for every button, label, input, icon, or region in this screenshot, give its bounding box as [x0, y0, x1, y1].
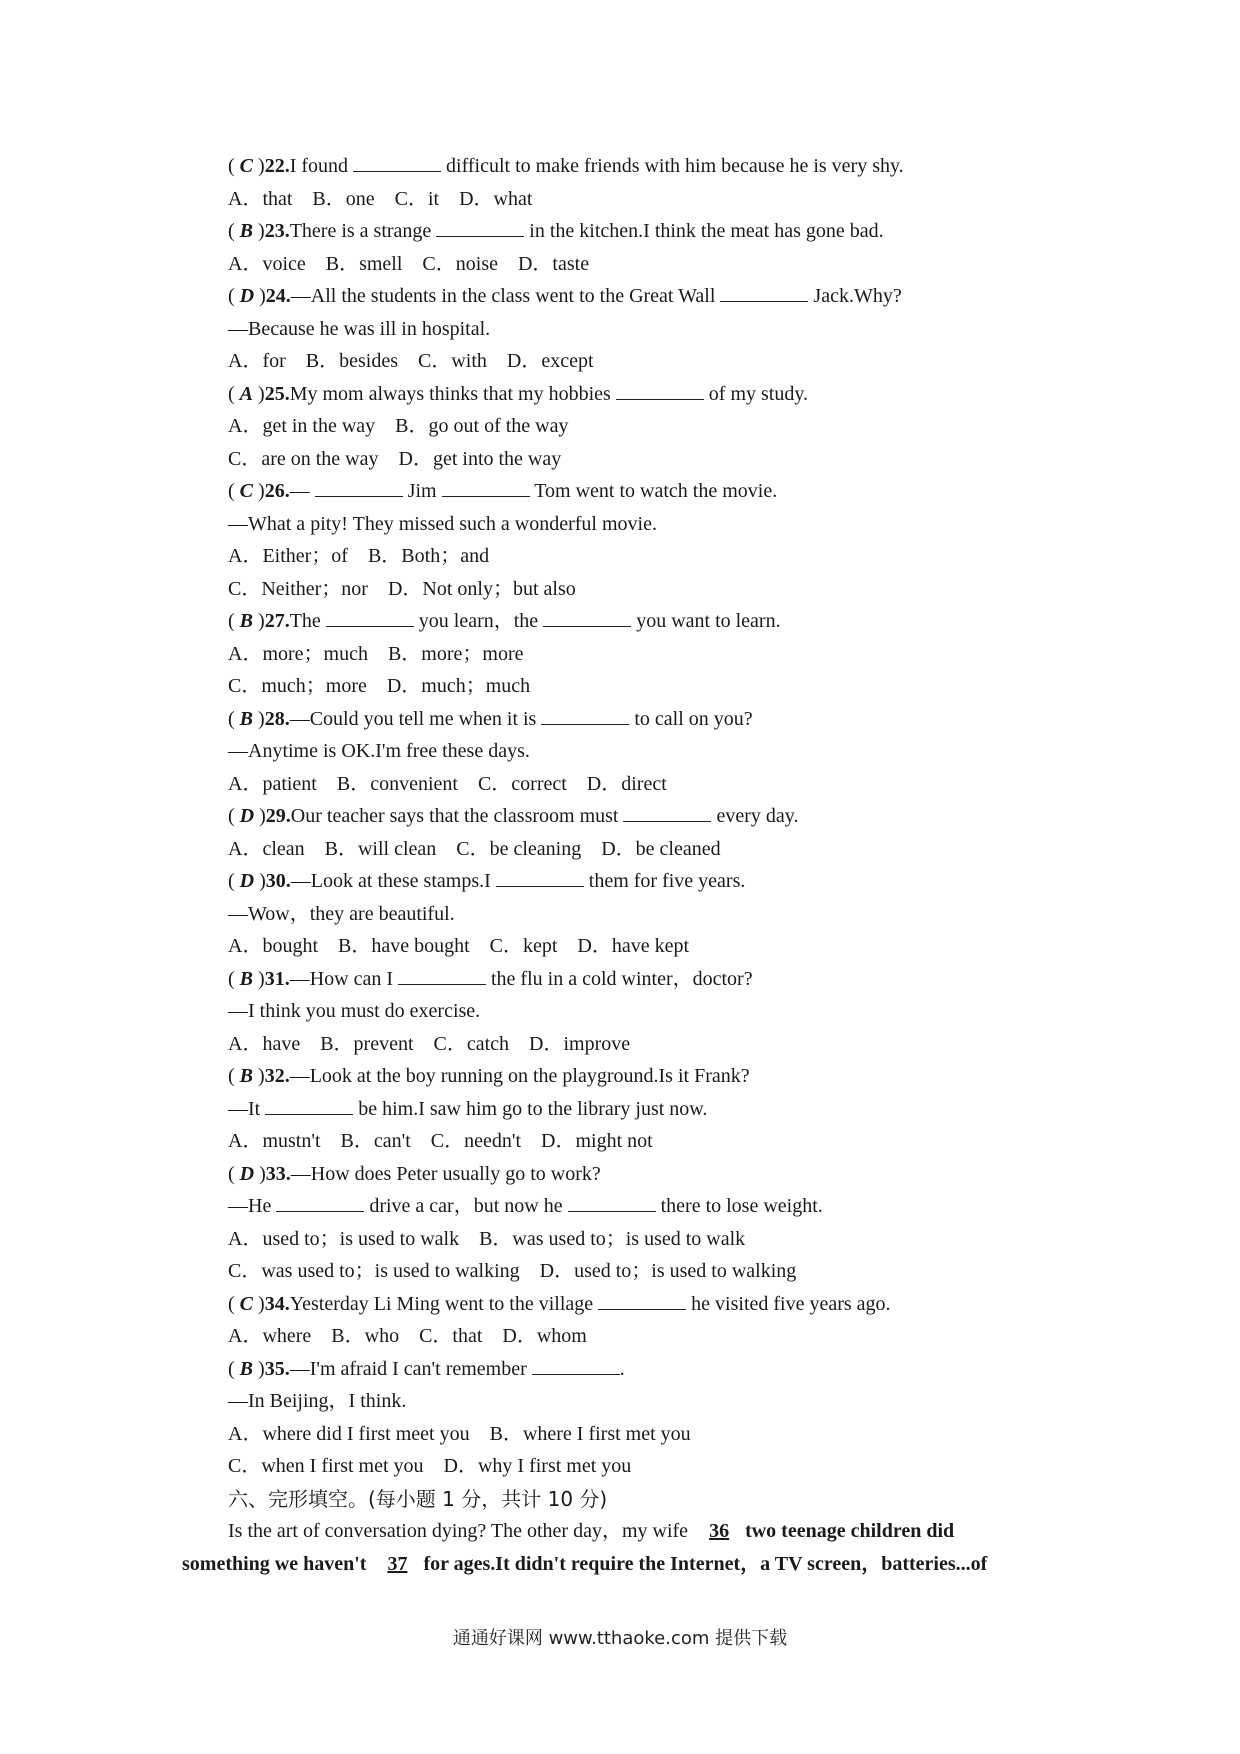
- stem-text: them for five years.: [583, 870, 746, 892]
- answer-options: A．have B．prevent C．catch D．improve: [228, 1032, 631, 1055]
- stem-text: —Could you tell me when it is: [289, 707, 542, 730]
- reply-text: drive a car，but now he: [364, 1195, 568, 1217]
- question-number: 26.: [264, 480, 290, 502]
- stem-text: The: [289, 610, 326, 632]
- answer-key: C: [239, 1292, 254, 1315]
- answer-key: A: [239, 382, 254, 405]
- question-stem: ( B )31.—How can I the flu in a cold winter，doctor?: [228, 967, 753, 990]
- answer-blank: [276, 1193, 364, 1212]
- stem-text: —Look at these stamps.I: [290, 870, 496, 892]
- answer-key: B: [239, 1065, 254, 1087]
- question-stem: ( C )34.Yesterday Li Ming went to the village he visited five years ago.: [228, 1292, 891, 1315]
- dialogue-reply: [228, 1093, 1068, 1126]
- stem-text: —: [289, 480, 315, 502]
- answer-options: A．where B．who C．that D．whom: [228, 1325, 587, 1347]
- passage-text: for ages.It didn't require the Internet，a TV screen，batteries...of: [423, 1552, 988, 1575]
- stem-text: —All the students in the class went to the Great Wall: [290, 285, 721, 307]
- answer-options: A．for B．besides C．with D．except: [228, 350, 594, 372]
- stem-text: you want to learn.: [631, 610, 781, 632]
- dialogue-reply: —Because he was ill in hospital.: [228, 317, 491, 340]
- dialogue-reply: —In Beijing，I think.: [228, 1390, 407, 1412]
- answer-options: A．used to；is used to walk B．was used to；is used to walk: [228, 1227, 746, 1250]
- stem-text: you learn，the: [413, 610, 544, 632]
- answer-blank: [616, 381, 704, 400]
- question-number: 32.: [264, 1065, 290, 1087]
- question-stem: ( B )32.—Look at the boy running on the playground.Is it Frank?: [228, 1065, 750, 1087]
- stem-text: .: [619, 1357, 625, 1380]
- answer-blank: [315, 478, 403, 497]
- answer-blank: [543, 608, 631, 627]
- answer-options: A．mustn't B．can't C．needn't D．might not: [228, 1130, 653, 1152]
- page-footer: 通通好课网 www.tthaoke.com 提供下载: [452, 1628, 788, 1649]
- stem-text: the flu in a cold winter，doctor?: [486, 967, 753, 990]
- answer-options: A．that B．one C．it D．what: [228, 187, 533, 210]
- question-stem: ( B )23.There is a strange in the kitchen.I think the meat has gone bad.: [228, 220, 884, 242]
- answer-key: B: [239, 610, 254, 632]
- answer-key: C: [239, 155, 254, 177]
- passage-text: two teenage children did: [745, 1520, 955, 1542]
- answer-key: D: [239, 285, 255, 307]
- answer-options: C．are on the way D．get into the way: [228, 447, 562, 470]
- question-number: 30.: [265, 870, 291, 892]
- answer-key: B: [239, 967, 254, 990]
- answer-blank: [598, 1291, 686, 1310]
- answer-key: D: [239, 1162, 255, 1185]
- stem-text: I found: [289, 155, 354, 177]
- passage-text: Is the art of conversation dying? The other day，my wife: [228, 1520, 689, 1542]
- stem-text: Tom went to watch the movie.: [529, 480, 778, 502]
- reply-text: be him.I saw him go to the library just now.: [353, 1097, 708, 1120]
- answer-blank: [532, 1356, 620, 1375]
- question-number: 31.: [264, 967, 290, 990]
- question-stem: ( D )24.—All the students in the class went to the Great Wall Jack.Why?: [228, 285, 902, 307]
- question-stem: ( B )27.The you learn，the you want to learn.: [228, 610, 781, 632]
- answer-blank: [496, 868, 584, 887]
- section-title: 六、完形填空。(每小题 1 分，共计 10 分): [228, 1486, 608, 1511]
- stem-text: Jim: [402, 480, 442, 502]
- worksheet: [182, 150, 1068, 1580]
- stem-text: —Look at the boy running on the playground.Is it Frank?: [289, 1065, 750, 1087]
- stem-text: difficult to make friends with him because he is very shy.: [441, 155, 904, 177]
- dialogue-reply: [228, 1190, 1068, 1223]
- answer-key: B: [239, 707, 254, 730]
- passage-line: [228, 1515, 1068, 1548]
- answer-key: B: [239, 1357, 254, 1380]
- question-stem: ( B )35.—I'm afraid I can't remember .: [228, 1357, 625, 1380]
- question-number: 33.: [265, 1162, 291, 1185]
- stem-text: in the kitchen.I think the meat has gone bad.: [524, 220, 884, 242]
- question-number: 27.: [264, 610, 290, 632]
- answer-key: D: [239, 870, 255, 892]
- dialogue-reply: —Anytime is OK.I'm free these days.: [228, 740, 530, 762]
- stem-text: of my study.: [703, 382, 809, 405]
- answer-blank: [265, 1096, 353, 1115]
- answer-options: C．Neither；nor D．Not only；but also: [228, 577, 576, 600]
- answer-blank: [541, 706, 629, 725]
- reply-text: —It: [228, 1097, 266, 1120]
- answer-options: A．more；much B．more；more: [228, 642, 524, 665]
- answer-key: C: [239, 480, 254, 502]
- stem-text: —I'm afraid I can't remember: [289, 1357, 532, 1380]
- answer-blank: [442, 478, 530, 497]
- question-number: 29.: [265, 805, 291, 827]
- answer-key: D: [239, 805, 255, 827]
- stem-text: he visited five years ago.: [686, 1292, 891, 1315]
- answer-options: C．was used to；is used to walking D．used to；is used to walking: [228, 1260, 797, 1282]
- answer-options: A．where did I first meet you B．where I first met you: [228, 1422, 691, 1445]
- question-stem: ( D )30.—Look at these stamps.I them for five years.: [228, 870, 746, 892]
- answer-blank: [568, 1193, 656, 1212]
- passage-text: something we haven't: [182, 1552, 367, 1575]
- answer-options: A．voice B．smell C．noise D．taste: [228, 252, 590, 275]
- question-number: 28.: [264, 707, 290, 730]
- answer-options: A．clean B．will clean C．be cleaning D．be cleaned: [228, 837, 721, 860]
- answer-options: A．bought B．have bought C．kept D．have kept: [228, 935, 690, 957]
- passage-line: [182, 1548, 1068, 1581]
- answer-options: C．much；more D．much；much: [228, 675, 531, 697]
- question-number: 34.: [264, 1292, 290, 1315]
- stem-text: Yesterday Li Ming went to the village: [289, 1292, 599, 1315]
- answer-blank: [326, 608, 414, 627]
- dialogue-reply: —Wow，they are beautiful.: [228, 902, 455, 925]
- answer-key: B: [239, 220, 254, 242]
- question-number: 25.: [264, 382, 290, 405]
- stem-text: Our teacher says that the classroom must: [290, 805, 624, 827]
- question-number: 24.: [265, 285, 291, 307]
- dialogue-reply: —What a pity! They missed such a wonderful movie.: [228, 512, 657, 535]
- question-stem: ( C )22.I found difficult to make friends with him because he is very shy.: [228, 155, 904, 177]
- reply-text: —He: [228, 1195, 277, 1217]
- stem-text: There is a strange: [289, 220, 437, 242]
- answer-blank: [353, 153, 441, 172]
- question-stem: ( A )25.My mom always thinks that my hobbies of my study.: [228, 382, 809, 405]
- question-number: 23.: [264, 220, 290, 242]
- answer-options: A．patient B．convenient C．correct D．direct: [228, 772, 667, 795]
- answer-blank: [720, 283, 808, 302]
- answer-blank: [623, 803, 711, 822]
- cloze-gap-37: 37: [387, 1552, 408, 1575]
- stem-text: every day.: [711, 805, 799, 827]
- question-stem: ( D )33.—How does Peter usually go to work?: [228, 1162, 601, 1185]
- question-number: 22.: [264, 155, 290, 177]
- stem-text: to call on you?: [629, 707, 753, 730]
- question-stem: ( C )26.— Jim Tom went to watch the movie.: [228, 480, 778, 502]
- answer-options: C．when I first met you D．why I first met you: [228, 1455, 632, 1477]
- question-stem: ( D )29.Our teacher says that the classroom must every day.: [228, 805, 799, 827]
- answer-blank: [398, 966, 486, 985]
- stem-text: —How does Peter usually go to work?: [290, 1162, 601, 1185]
- question-number: 35.: [264, 1357, 290, 1380]
- answer-options: A．Either；of B．Both；and: [228, 545, 490, 567]
- stem-text: —How can I: [289, 967, 398, 990]
- stem-text: Jack.Why?: [808, 285, 902, 307]
- stem-text: My mom always thinks that my hobbies: [289, 382, 616, 405]
- dialogue-reply: —I think you must do exercise.: [228, 1000, 481, 1022]
- cloze-gap-36: 36: [709, 1520, 730, 1542]
- answer-blank: [436, 218, 524, 237]
- answer-options: A．get in the way B．go out of the way: [228, 415, 569, 437]
- reply-text: there to lose weight.: [655, 1195, 823, 1217]
- question-stem: ( B )28.—Could you tell me when it is to call on you?: [228, 707, 753, 730]
